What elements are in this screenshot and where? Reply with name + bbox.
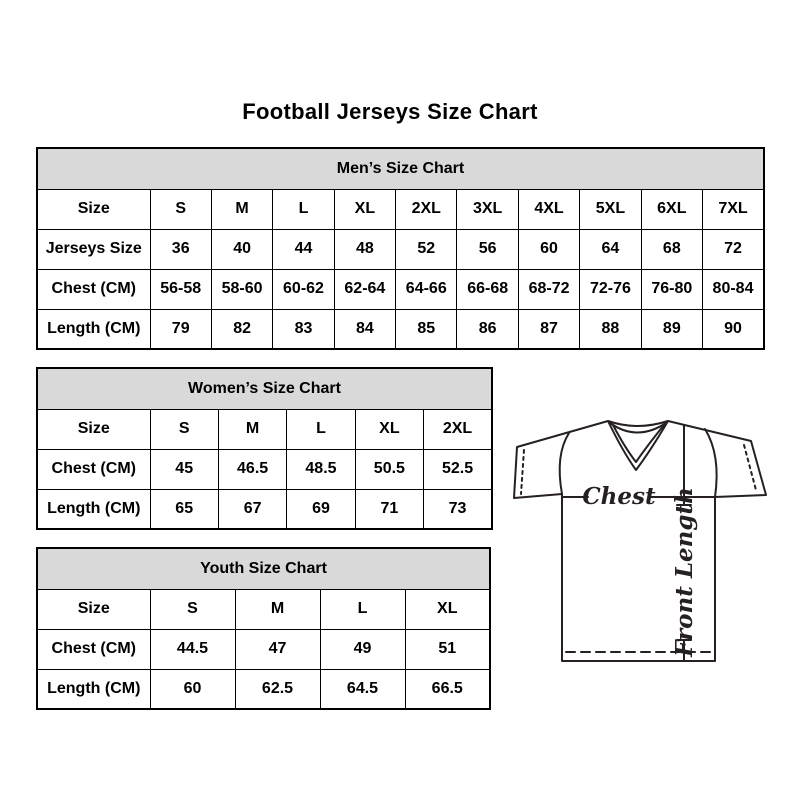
row-label: Length (CM) xyxy=(37,489,150,529)
size-cell: 71 xyxy=(355,489,423,529)
size-cell: 56-58 xyxy=(150,269,211,309)
table-title: Men’s Size Chart xyxy=(37,148,764,189)
size-cell: 62-64 xyxy=(334,269,395,309)
size-cell: 69 xyxy=(287,489,355,529)
chest-label: Chest xyxy=(582,483,656,510)
size-cell: 84 xyxy=(334,309,395,349)
size-cell: 48 xyxy=(334,229,395,269)
size-cell: 44.5 xyxy=(150,629,235,669)
size-cell: 40 xyxy=(211,229,272,269)
row-label: Size xyxy=(37,589,150,629)
size-cell: 87 xyxy=(518,309,579,349)
size-cell: 90 xyxy=(703,309,764,349)
table-title: Women’s Size Chart xyxy=(37,368,492,409)
size-cell: 66.5 xyxy=(405,669,490,709)
table-row xyxy=(37,669,490,709)
size-cell: 45 xyxy=(150,449,218,489)
jersey-measurement-diagram xyxy=(495,400,773,672)
size-cell: L xyxy=(287,409,355,449)
size-cell: M xyxy=(218,409,286,449)
front-length-label: Front Length xyxy=(671,487,698,657)
size-cell: 76-80 xyxy=(641,269,702,309)
size-cell: 5XL xyxy=(580,189,641,229)
size-cell: 46.5 xyxy=(218,449,286,489)
row-label: Length (CM) xyxy=(37,309,150,349)
size-cell: 2XL xyxy=(396,189,457,229)
size-cell: 80-84 xyxy=(703,269,764,309)
size-table xyxy=(36,547,491,710)
size-cell: L xyxy=(320,589,405,629)
size-cell: 52.5 xyxy=(424,449,492,489)
size-cell: 83 xyxy=(273,309,334,349)
row-label: Chest (CM) xyxy=(37,449,150,489)
size-table xyxy=(36,147,765,350)
size-cell: 49 xyxy=(320,629,405,669)
row-label: Chest (CM) xyxy=(37,629,150,669)
size-cell: 60-62 xyxy=(273,269,334,309)
table-row xyxy=(37,409,492,449)
youth-size-chart-table xyxy=(36,547,491,710)
size-cell: S xyxy=(150,589,235,629)
size-cell: 64-66 xyxy=(396,269,457,309)
table-title: Youth Size Chart xyxy=(37,548,490,589)
size-cell: 72 xyxy=(703,229,764,269)
size-cell: 82 xyxy=(211,309,272,349)
size-cell: 89 xyxy=(641,309,702,349)
size-cell: 68-72 xyxy=(518,269,579,309)
size-cell: 68 xyxy=(641,229,702,269)
size-cell: XL xyxy=(334,189,395,229)
womens-size-chart-table xyxy=(36,367,493,530)
size-cell: 66-68 xyxy=(457,269,518,309)
size-cell: 72-76 xyxy=(580,269,641,309)
size-cell: 86 xyxy=(457,309,518,349)
size-cell: 58-60 xyxy=(211,269,272,309)
table-row xyxy=(37,309,764,349)
size-cell: 60 xyxy=(150,669,235,709)
size-cell: 62.5 xyxy=(235,669,320,709)
size-cell: XL xyxy=(405,589,490,629)
mens-size-chart-table xyxy=(36,147,765,350)
size-cell: 85 xyxy=(396,309,457,349)
size-cell: 51 xyxy=(405,629,490,669)
table-row xyxy=(37,489,492,529)
row-label: Jerseys Size xyxy=(37,229,150,269)
size-cell: 48.5 xyxy=(287,449,355,489)
table-row xyxy=(37,269,764,309)
size-cell: L xyxy=(273,189,334,229)
table-row xyxy=(37,189,764,229)
row-label: Length (CM) xyxy=(37,669,150,709)
row-label: Size xyxy=(37,189,150,229)
size-cell: 52 xyxy=(396,229,457,269)
size-cell: 7XL xyxy=(703,189,764,229)
size-cell: 64 xyxy=(580,229,641,269)
size-cell: 3XL xyxy=(457,189,518,229)
size-cell: 56 xyxy=(457,229,518,269)
size-cell: 88 xyxy=(580,309,641,349)
size-cell: 64.5 xyxy=(320,669,405,709)
row-label: Size xyxy=(37,409,150,449)
size-cell: 65 xyxy=(150,489,218,529)
row-label: Chest (CM) xyxy=(37,269,150,309)
size-cell: 60 xyxy=(518,229,579,269)
size-cell: 2XL xyxy=(424,409,492,449)
size-cell: 36 xyxy=(150,229,211,269)
size-cell: XL xyxy=(355,409,423,449)
size-cell: 47 xyxy=(235,629,320,669)
size-cell: 50.5 xyxy=(355,449,423,489)
page-title: Football Jerseys Size Chart xyxy=(242,99,538,124)
size-cell: 73 xyxy=(424,489,492,529)
size-cell: S xyxy=(150,409,218,449)
size-cell: M xyxy=(235,589,320,629)
size-cell: M xyxy=(211,189,272,229)
size-cell: 4XL xyxy=(518,189,579,229)
table-row xyxy=(37,629,490,669)
table-row xyxy=(37,449,492,489)
size-cell: 67 xyxy=(218,489,286,529)
table-row xyxy=(37,229,764,269)
size-cell: 44 xyxy=(273,229,334,269)
size-cell: 6XL xyxy=(641,189,702,229)
table-row xyxy=(37,589,490,629)
size-table xyxy=(36,367,493,530)
size-cell: S xyxy=(150,189,211,229)
size-cell: 79 xyxy=(150,309,211,349)
